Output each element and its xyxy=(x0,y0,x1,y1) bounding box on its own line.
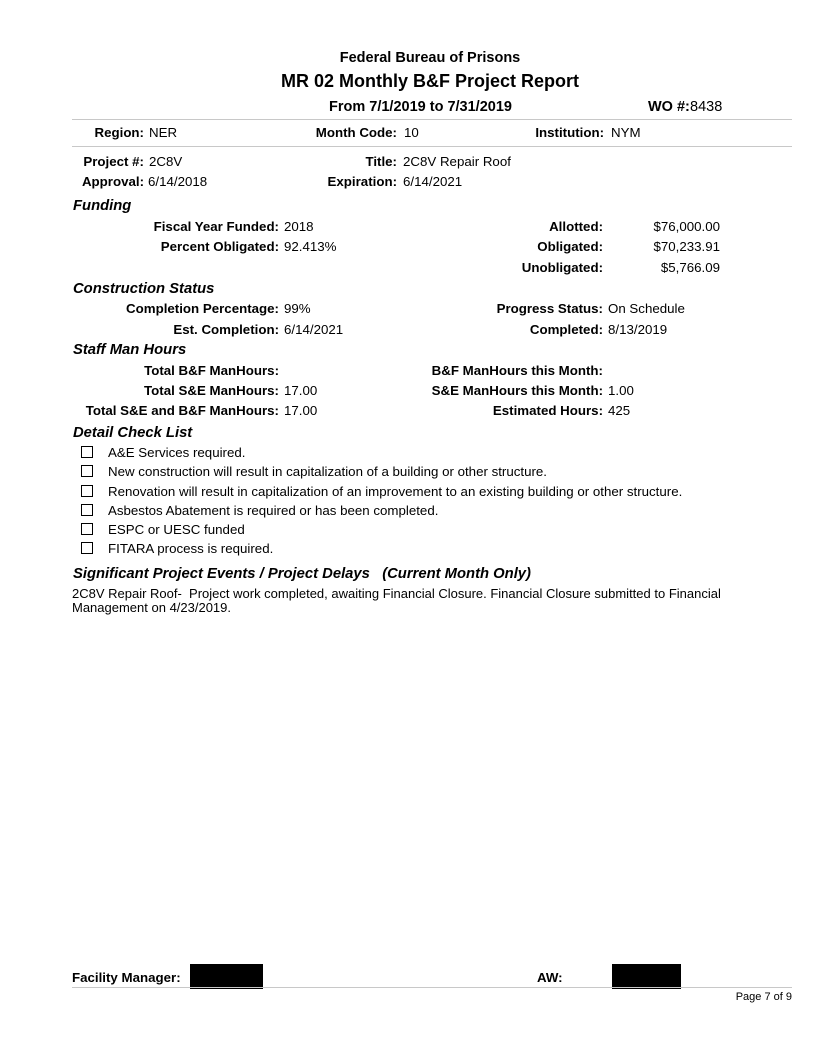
facility-manager-label: Facility Manager: xyxy=(72,970,181,985)
institution-label: Institution: xyxy=(535,125,604,140)
institution-value: NYM xyxy=(611,125,641,140)
footer-divider xyxy=(72,987,792,988)
facility-manager-signature-redacted xyxy=(190,964,263,989)
checklist-item: Asbestos Abatement is required or has been completed. xyxy=(108,503,439,518)
report-title: MR 02 Monthly B&F Project Report xyxy=(280,71,580,91)
events-line-1: 2C8V Repair Roof- Project work completed, awaiting Financial Closure. Financial Closure submitted to Financial xyxy=(72,586,721,601)
est-completion-label: Est. Completion: xyxy=(173,322,279,337)
completed-label: Completed: xyxy=(529,322,603,337)
completion-percentage-value: 99% xyxy=(284,301,311,316)
completed-value: 8/13/2019 xyxy=(608,322,668,337)
staff-heading: Staff Man Hours xyxy=(73,342,187,358)
checklist-item: ESPC or UESC funded xyxy=(108,522,245,537)
region-label: Region: xyxy=(94,125,144,140)
allotted-value: $76,000.00 xyxy=(653,219,720,234)
completion-percentage-label: Completion Percentage: xyxy=(126,301,279,316)
obligated-value: $70,233.91 xyxy=(653,239,720,254)
checklist-item: FITARA process is required. xyxy=(108,541,274,556)
estimated-hours-label: Estimated Hours: xyxy=(492,403,603,418)
month-code-value: 10 xyxy=(404,125,419,140)
checklist-checkbox[interactable] xyxy=(81,465,93,477)
checklist-item: Renovation will result in capitalization of an improvement to an existing building or other structure. xyxy=(108,484,683,499)
checklist-heading: Detail Check List xyxy=(73,425,193,441)
total-se-manhours-value: 17.00 xyxy=(284,383,318,398)
checklist-checkbox[interactable] xyxy=(81,504,93,516)
checklist-checkbox[interactable] xyxy=(81,446,93,458)
bf-manhours-month-label: B&F ManHours this Month: xyxy=(431,363,603,378)
se-manhours-month-label: S&E ManHours this Month: xyxy=(431,383,603,398)
agency-name: Federal Bureau of Prisons xyxy=(339,50,521,66)
total-se-manhours-label: Total S&E ManHours: xyxy=(144,383,279,398)
allotted-label: Allotted: xyxy=(549,219,603,234)
page-number: Page 7 of 9 xyxy=(735,991,792,1003)
unobligated-value: $5,766.09 xyxy=(660,260,720,275)
percent-obligated-label: Percent Obligated: xyxy=(160,239,279,254)
estimated-hours-value: 425 xyxy=(608,403,631,418)
region-value: NER xyxy=(149,125,178,140)
checklist-checkbox[interactable] xyxy=(81,485,93,497)
events-heading: Significant Project Events / Project Delays (Current Month Only) xyxy=(73,566,531,582)
obligated-label: Obligated: xyxy=(537,239,603,254)
month-code-label: Month Code: xyxy=(315,125,397,140)
title-label: Title: xyxy=(365,154,397,169)
events-line-2: Management on 4/23/2019. xyxy=(72,600,232,615)
total-se-bf-manhours-label: Total S&E and B&F ManHours: xyxy=(85,403,279,418)
expiration-label: Expiration: xyxy=(327,174,397,189)
wo-value: 8438 xyxy=(690,99,723,115)
title-value: 2C8V Repair Roof xyxy=(403,154,511,169)
funding-heading: Funding xyxy=(73,198,132,214)
report-period: From 7/1/2019 to 7/31/2019 xyxy=(329,99,512,115)
progress-status-value: On Schedule xyxy=(608,301,685,316)
total-bf-manhours-label: Total B&F ManHours: xyxy=(144,363,279,378)
region-divider xyxy=(72,146,792,147)
se-manhours-month-value: 1.00 xyxy=(608,383,634,398)
est-completion-value: 6/14/2021 xyxy=(284,322,344,337)
project-value: 2C8V xyxy=(149,154,183,169)
progress-status-label: Progress Status: xyxy=(496,301,603,316)
percent-obligated-value: 92.413% xyxy=(284,239,337,254)
unobligated-label: Unobligated: xyxy=(521,260,603,275)
fiscal-year-label: Fiscal Year Funded: xyxy=(153,219,279,234)
aw-label: AW: xyxy=(537,970,563,985)
approval-value: 6/14/2018 xyxy=(148,174,208,189)
total-se-bf-manhours-value: 17.00 xyxy=(284,403,318,418)
wo-label: WO #: xyxy=(648,99,690,115)
approval-label: Approval: xyxy=(81,174,144,189)
project-label: Project #: xyxy=(83,154,144,169)
construction-heading: Construction Status xyxy=(73,281,215,297)
header-divider xyxy=(72,119,792,120)
expiration-value: 6/14/2021 xyxy=(403,174,463,189)
checklist-item: A&E Services required. xyxy=(108,445,246,460)
aw-signature-redacted xyxy=(612,964,681,989)
checklist-checkbox[interactable] xyxy=(81,542,93,554)
fiscal-year-value: 2018 xyxy=(284,219,314,234)
checklist-item: New construction will result in capitalization of a building or other structure. xyxy=(108,464,548,479)
checklist-checkbox[interactable] xyxy=(81,523,93,535)
